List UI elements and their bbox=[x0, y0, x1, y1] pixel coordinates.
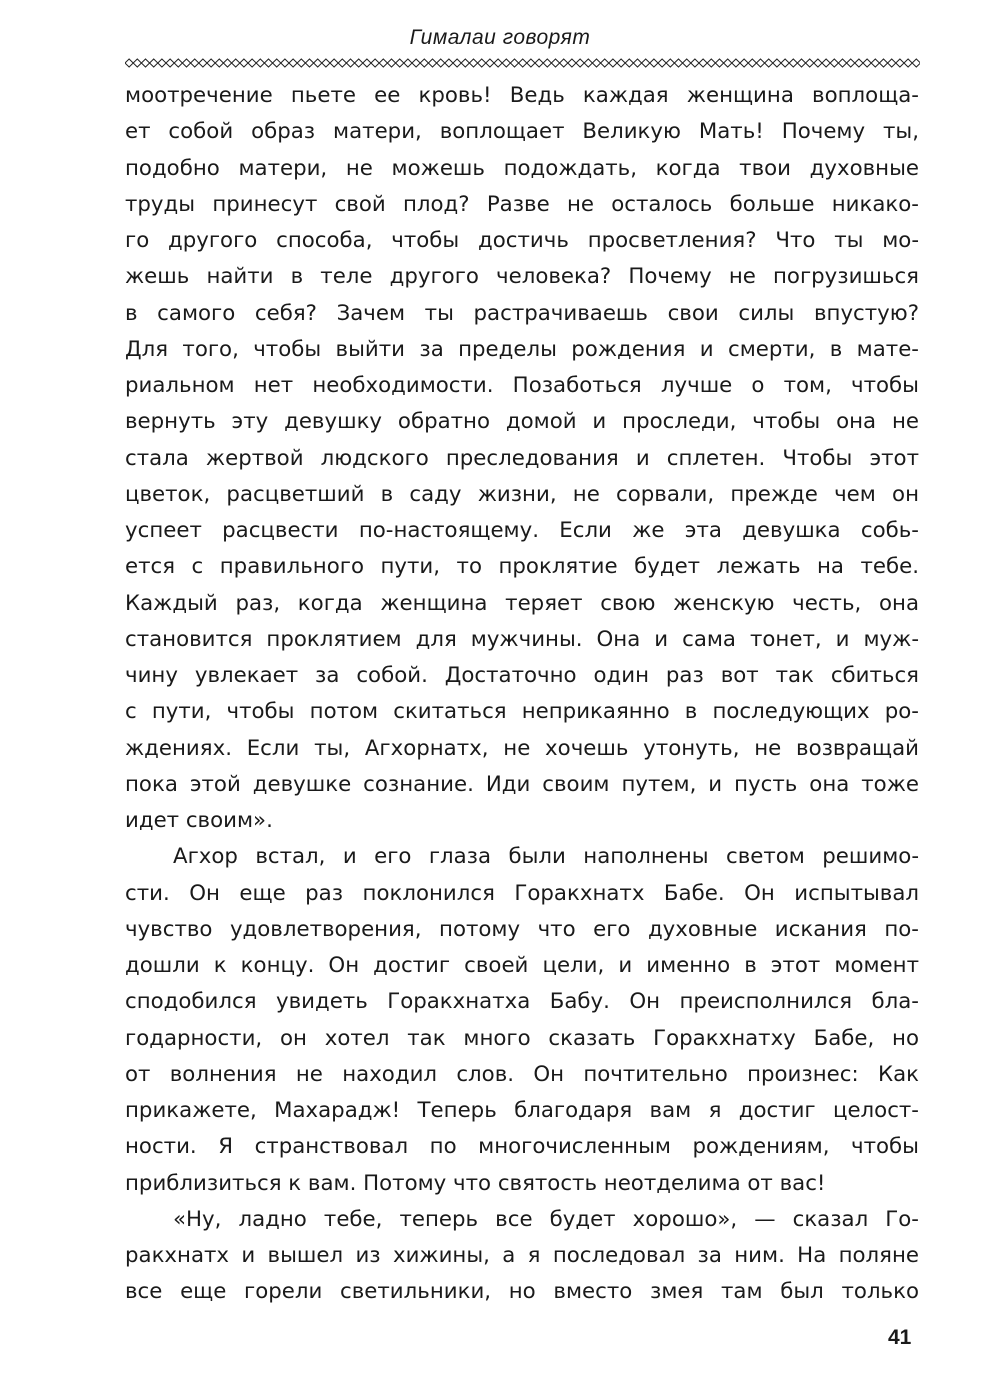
text-line: Агхор встал, и его глаза были наполнены светом решимо- bbox=[173, 844, 919, 870]
decorative-diamond-border bbox=[125, 58, 920, 68]
text-line: ется с правильного пути, то проклятие будет лежать на тебе. bbox=[125, 554, 919, 580]
text-line: моотречение пьете ее кровь! Ведь каждая женщина воплоща- bbox=[125, 83, 919, 108]
text-line: ждениях. Если ты, Агхорнатх, не хочешь утонуть, не возвращай bbox=[125, 735, 919, 761]
text-line: ности. Я странствовал по многочисленным рождениям, чтобы bbox=[125, 1134, 919, 1160]
text-line: жешь найти в теле другого человека? Почему не погрузишься bbox=[125, 264, 919, 290]
text-line: труды принесут свой плод? Разве не осталось больше никако- bbox=[125, 191, 919, 217]
text-line: Для того, чтобы выйти за пределы рождения и смерти, в мате- bbox=[125, 336, 919, 362]
text-line: пока этой девушке сознание. Иди своим путем, и пусть она тоже bbox=[125, 771, 919, 797]
text-line: сподобился увидеть Горакхнатха Бабу. Он преисполнился бла- bbox=[125, 989, 919, 1015]
diamond-border-icon bbox=[125, 58, 920, 68]
text-line: «Ну, ладно тебе, теперь все будет хорошо», — сказал Го- bbox=[173, 1206, 919, 1232]
text-line: все еще горели светильники, но вместо змея там был только bbox=[125, 1279, 919, 1305]
text-line: приблизиться к вам. Потому что святость неотделима от вас! bbox=[125, 1170, 826, 1196]
text-line: дошли к концу. Он достиг своей цели, и именно в этот момент bbox=[125, 953, 919, 978]
text-line: прикажете, Махарадж! Теперь благодаря вам я достиг целост- bbox=[125, 1098, 919, 1123]
text-line: ет собой образ матери, воплощает Великую Мать! Почему ты, bbox=[125, 119, 919, 145]
text-line: идет своим». bbox=[125, 808, 273, 833]
text-line: ракхнатх и вышел из хижины, а я последовал за ним. На поляне bbox=[125, 1243, 919, 1268]
text-line: в самого себя? Зачем ты растрачиваешь свои силы впустую? bbox=[125, 300, 919, 326]
text-line: подобно матери, не можешь подождать, когда твои духовные bbox=[125, 155, 919, 181]
text-line: го другого способа, чтобы достичь просветления? Что ты мо- bbox=[125, 228, 919, 253]
text-line: годарности, он хотел так много сказать Горакхнатху Бабе, но bbox=[125, 1025, 919, 1051]
text-line: сти. Он еще раз поклонился Горакхнатх Бабе. Он испытывал bbox=[125, 880, 919, 906]
text-line: Каждый раз, когда женщина теряет свою женскую честь, она bbox=[125, 590, 919, 616]
text-line: вернуть эту девушку обратно домой и проследи, чтобы она не bbox=[125, 409, 919, 435]
text-line: стала жертвой людского преследования и сплетен. Чтобы этот bbox=[125, 445, 919, 471]
text-line: риальном нет необходимости. Позаботься лучше о том, чтобы bbox=[125, 373, 919, 398]
body-text bbox=[125, 78, 919, 1311]
text-line: чину увлекает за собой. Достаточно один раз вот так сбиться bbox=[125, 663, 919, 688]
text-line: цветок, расцветший в саду жизни, не сорвали, прежде чем он bbox=[125, 481, 919, 507]
text-line: становится проклятием для мужчины. Она и сама тонет, и муж- bbox=[125, 626, 919, 652]
text-line: чувство удовлетворения, потому что его духовные искания по- bbox=[125, 916, 919, 942]
running-header: Гималаи говорят bbox=[409, 26, 591, 49]
page-number: 41 bbox=[888, 1326, 912, 1349]
text-line: успеет расцвести по-настоящему. Если же эта девушка собь- bbox=[125, 518, 919, 543]
text-line: от волнения не находил слов. Он почтительно произнес: Как bbox=[125, 1061, 919, 1087]
text-line: с пути, чтобы потом скитаться неприкаянно в последующих ро- bbox=[125, 699, 919, 725]
